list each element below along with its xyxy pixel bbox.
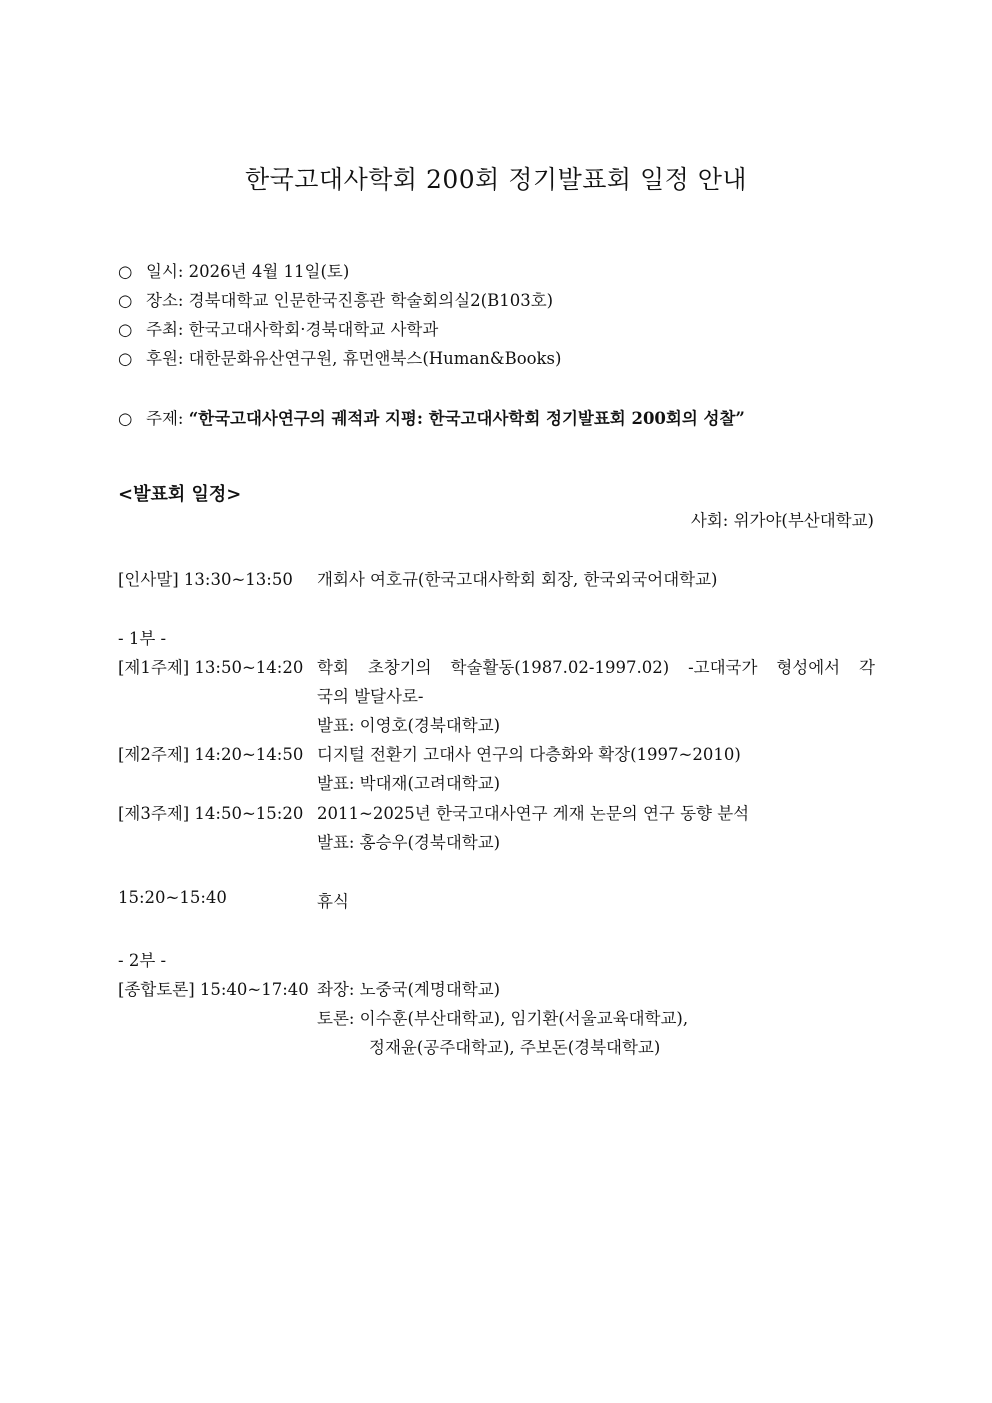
break-label: 휴식 [317, 892, 349, 911]
discussion-chair: 좌장: 노중국(계명대학교) [317, 980, 501, 999]
info-place-text: 장소: 경북대학교 인문한국진흥관 학술회의실2(B103호) [146, 291, 554, 310]
topic1-word: 형성에서 [776, 658, 841, 677]
circle-bullet-icon: ○ [118, 262, 133, 281]
topic1-tag: [제1주제] 13:50~14:20 [118, 658, 304, 677]
topic1-word: 초창기의 [367, 658, 432, 677]
info-host-text: 주최: 한국고대사학회·경북대학교 사학과 [146, 320, 439, 339]
topic1-title-line1 [317, 654, 875, 678]
info-sponsor-text: 후원: 대한문화유산연구원, 휴먼앤북스(Human&Books) [146, 349, 562, 368]
info-sponsor [118, 345, 561, 369]
greeting-content: 개회사 여호규(한국고대사학회 회장, 한국외국어대학교) [317, 570, 718, 589]
topic1-word: -고대국가 [688, 658, 758, 677]
topic3-title: 2011~2025년 한국고대사연구 게재 논문의 연구 동향 분석 [317, 804, 750, 823]
moderator: 사회: 위가야(부산대학교) [690, 511, 874, 530]
circle-bullet-icon: ○ [118, 320, 133, 339]
info-theme [118, 405, 745, 429]
info-date-text: 일시: 2026년 4월 11일(토) [146, 262, 350, 281]
greeting-tag: [인사말] 13:30~13:50 [118, 570, 293, 589]
break-time: 15:20~15:40 [118, 888, 227, 907]
topic2-tag: [제2주제] 14:20~14:50 [118, 745, 304, 764]
topic1-title-line2: 국의 발달사로- [317, 687, 424, 706]
circle-bullet-icon: ○ [118, 291, 133, 310]
topic3-presenter: 발표: 홍승우(경북대학교) [317, 833, 501, 852]
topic3-tag: [제3주제] 14:50~15:20 [118, 804, 304, 823]
topic1-word: 학회 [317, 658, 349, 677]
topic1-word: 학술활동(1987.02-1997.02) [450, 658, 670, 677]
info-theme-text: “한국고대사연구의 궤적과 지평: 한국고대사학회 정기발표회 200회의 성찰” [188, 409, 745, 428]
circle-bullet-icon: ○ [118, 409, 133, 428]
topic1-word: 각 [859, 658, 875, 677]
discussion-panel-line2: 정재윤(공주대학교), 주보돈(경북대학교) [369, 1038, 661, 1057]
info-date [118, 258, 349, 282]
topic2-title: 디지털 전환기 고대사 연구의 다층화와 확장(1997~2010) [317, 745, 741, 764]
document-title: 한국고대사학회 200회 정기발표회 일정 안내 [244, 165, 748, 194]
circle-bullet-icon: ○ [118, 349, 133, 368]
part2-label: - 2부 - [118, 951, 167, 970]
schedule-heading: <발표회 일정> [118, 484, 242, 505]
info-theme-label: 주제: [146, 409, 189, 428]
topic1-presenter: 발표: 이영호(경북대학교) [317, 716, 501, 735]
discussion-panel-line1: 토론: 이수훈(부산대학교), 임기환(서울교육대학교), [317, 1009, 689, 1028]
topic2-presenter: 발표: 박대재(고려대학교) [317, 774, 501, 793]
part1-label: - 1부 - [118, 629, 167, 648]
info-host [118, 316, 438, 340]
info-place [118, 287, 553, 311]
discussion-tag: [종합토론] 15:40~17:40 [118, 980, 309, 999]
